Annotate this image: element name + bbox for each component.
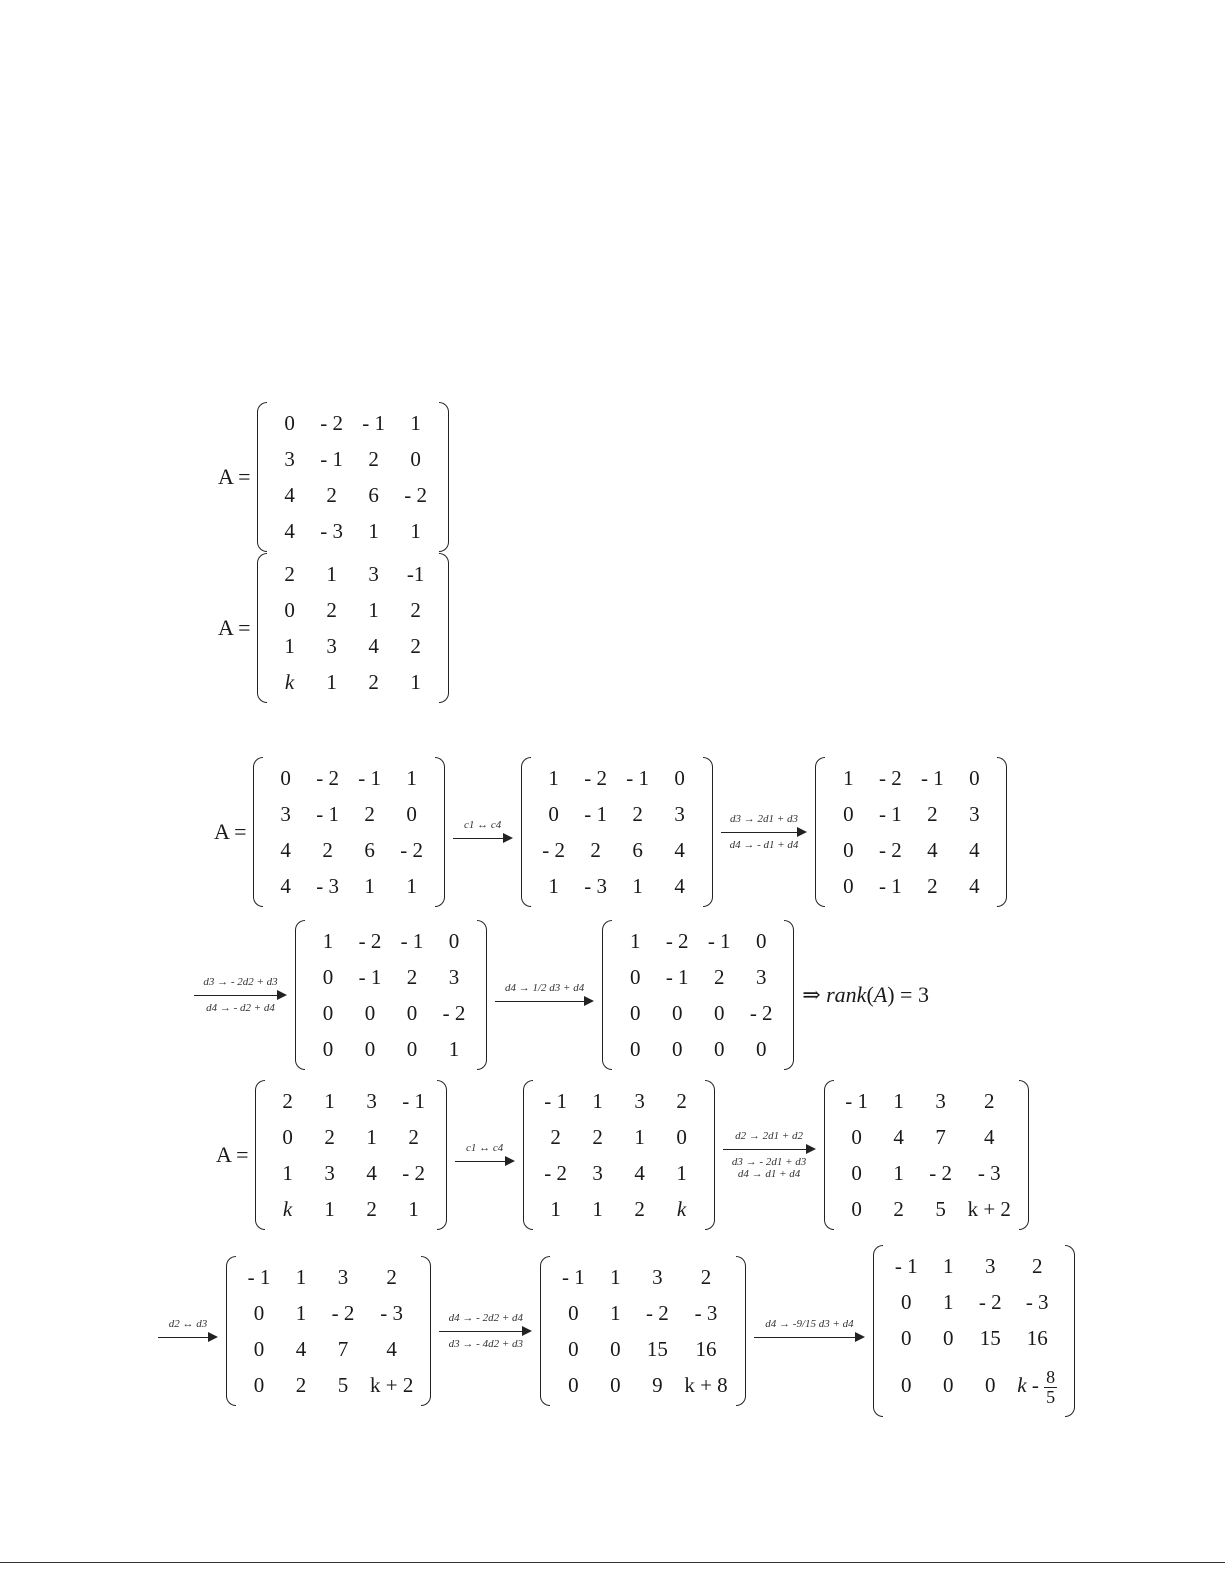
matrix-cell: - 2 [404,483,427,507]
matrix-cell: 1 [610,1265,621,1289]
matrix-cell: - 1 [921,766,944,790]
matrix-cell: - 2 [320,411,343,435]
matrix-cell: 1 [368,519,379,543]
matrix [824,1080,1029,1230]
matrix-cell: 1 [295,1301,307,1325]
matrix-cell: 0 [322,1037,334,1061]
matrix-cell: 3 [284,447,295,471]
matrix-cell: - 1 [544,1089,567,1113]
matrix-cell: - 2 [879,838,902,862]
rank-conclusion: ⇒ rank(A) = 3 [802,982,929,1007]
right-bracket [477,920,487,1070]
operation-label: d3 → 2d1 + d3 [730,813,798,825]
matrix-cell: 2 [927,802,938,826]
matrix-cell: 0 [406,1037,418,1061]
matrix-cell: - 3 [694,1301,718,1325]
right-bracket [439,402,449,552]
row-operation-arrow [158,1318,218,1344]
matrix-label: A = [218,464,251,489]
left-bracket [295,920,305,1070]
matrix [257,402,449,552]
matrix-cell: - 1 [626,766,649,790]
matrix-cell: - 1 [879,802,902,826]
solution2-line1 [216,1080,1029,1230]
matrix-cell: 0 [282,1125,293,1149]
operation-label: d4 → 1/2 d3 + d4 [504,982,585,994]
matrix-cell: 1 [368,598,379,622]
matrix-cell: 9 [652,1373,663,1397]
operation-label: d3 → - 4d2 + d3 [448,1338,524,1350]
left-bracket [523,1080,533,1230]
matrix-cell: 2 [386,1265,397,1289]
matrix-cell: 0 [410,447,421,471]
matrix-cell: 2 [550,1125,561,1149]
matrix-cell: 0 [843,838,854,862]
matrix [226,1256,431,1406]
matrix-cell: 1 [629,929,641,953]
left-bracket [255,1080,265,1230]
matrix-cell: 0 [253,1373,265,1397]
matrix-cell: 0 [629,1037,641,1061]
matrix-cell: 1 [634,1125,645,1149]
matrix-cell: 1 [893,1161,904,1185]
matrix-cell: 1 [548,874,559,898]
matrix-cell: - 2 [400,838,423,862]
matrix-cell: 0 [755,929,767,953]
matrix [523,1080,715,1230]
matrix-cell: 0 [713,1001,725,1025]
matrix-cell: 0 [610,1373,621,1397]
matrix-cell: 3 [935,1089,946,1113]
matrix-cell: 2 [322,838,333,862]
matrix-cell: - 3 [977,1161,1001,1185]
matrix-cell: 0 [676,1125,687,1149]
matrix [295,920,487,1070]
matrix-cell: - 2 [542,838,565,862]
matrix-cell: 15 [979,1326,1001,1350]
page-bottom-rule [0,1562,1225,1563]
matrix-cell: - 2 [331,1301,355,1325]
matrix-cell: 0 [253,1301,265,1325]
matrix-cell: - 1 [845,1089,868,1113]
matrix-cell: 1 [550,1197,561,1221]
right-bracket [437,1080,447,1230]
operation-label: d4 → d1 + d4 [737,1168,801,1180]
matrix-cell: 1 [592,1197,603,1221]
solution1-line2 [186,920,929,1070]
matrix-cell: 4 [280,874,291,898]
matrix-cell: k + 2 [370,1373,414,1397]
matrix-cell: 1 [410,519,421,543]
matrix-cell: 2 [408,1125,419,1149]
matrix-cell: - 1 [362,411,385,435]
matrix-cell: 2 [632,802,643,826]
matrix-cell: 2 [406,965,418,989]
matrix-cell: 3 [969,802,980,826]
row-operation-arrow [194,976,287,1014]
matrix-cell: - 2 [442,1001,466,1025]
matrix-cell: - 1 [358,965,382,989]
right-bracket [1065,1245,1075,1417]
matrix-cell: 2 [590,838,601,862]
matrix-cell: 6 [632,838,643,862]
arrow-icon [754,1330,866,1344]
matrix-cell: 4 [284,483,295,507]
matrix-cell: 3 [592,1161,603,1185]
matrix-cell: 5 [935,1197,946,1221]
matrix-cell: 4 [295,1337,307,1361]
matrix-cell: 16 [1026,1326,1048,1350]
right-bracket [736,1256,746,1406]
problem1-equation [218,402,449,552]
matrix-cell: 1 [406,766,417,790]
matrix-cell: - 1 [879,874,902,898]
arrow-icon [439,1324,532,1338]
matrix [253,757,445,907]
matrix-cell: 0 [548,802,559,826]
matrix-cell: - 2 [402,1161,425,1185]
row-operation-arrow [723,1130,816,1180]
matrix-cell: 3 [326,634,337,658]
matrix-cell: 4 [284,519,295,543]
matrix-cell: 0 [253,1337,265,1361]
matrix-cell: 6 [368,483,379,507]
matrix-cell: 4 [969,874,980,898]
matrix-cell: 1 [324,1089,335,1113]
matrix-cell: 1 [366,1125,377,1149]
row-operation-arrow [754,1318,866,1344]
matrix-cell: 1 [592,1089,603,1113]
matrix-cell: 7 [935,1125,946,1149]
matrix-cell: - 2 [316,766,339,790]
right-bracket [705,1080,715,1230]
matrix-cell: 0 [364,1037,376,1061]
matrix-cell: 4 [674,874,685,898]
problem2-equation [218,553,449,703]
matrix [540,1256,745,1406]
matrix-cell: 0 [943,1373,954,1397]
matrix-cell: 4 [969,838,980,862]
matrix-cell: k [676,1197,687,1221]
matrix-cell: - 3 [584,874,607,898]
matrix-cell: 0 [671,1037,683,1061]
matrix-cell: 2 [592,1125,603,1149]
matrix-cell: - 1 [894,1254,918,1278]
matrix-cell: 2 [634,1197,645,1221]
matrix-cell: 0 [674,766,685,790]
matrix-cell: 1 [610,1301,621,1325]
matrix-cell: 0 [713,1037,725,1061]
matrix-label: A = [216,1142,249,1167]
arrow-icon [495,994,594,1008]
operation-label: d4 → - d1 + d4 [729,839,799,851]
matrix [255,1080,447,1230]
arrow-icon [723,1142,816,1156]
matrix-cell: - 2 [645,1301,669,1325]
matrix-cell: 2 [368,447,379,471]
matrix-cell: - 1 [400,929,424,953]
arrow-icon [453,831,513,845]
matrix-cell: 4 [280,838,291,862]
matrix-cell: 3 [366,1089,377,1113]
matrix-cell: - 3 [1025,1290,1049,1314]
matrix-cell: 0 [629,965,641,989]
matrix-cell: 2 [1031,1254,1043,1278]
matrix-cell: 4 [674,838,685,862]
matrix-cell: 16 [695,1337,717,1361]
left-bracket [253,757,263,907]
matrix-cell: 0 [901,1373,912,1397]
matrix [521,757,713,907]
matrix-cell: 4 [366,1161,377,1185]
matrix-cell: - 1 [316,802,339,826]
matrix-cell: 3 [755,965,767,989]
right-bracket [784,920,794,1070]
matrix-cell: k [282,1197,293,1221]
operation-label: d4 → - d2 + d4 [206,1002,275,1014]
row-operation-arrow [453,819,513,845]
matrix [815,757,1007,907]
right-bracket [435,757,445,907]
right-bracket [997,757,1007,907]
matrix-cell: 0 [610,1337,621,1361]
left-bracket [521,757,531,907]
matrix [602,920,794,1070]
matrix-cell: - 2 [544,1161,567,1185]
matrix-cell: - 1 [584,802,607,826]
matrix-cell: 0 [448,929,460,953]
matrix-cell: 3 [448,965,460,989]
operation-label: d4 → - 2d2 + d4 [448,1312,524,1324]
matrix-cell: k - $\frac{8}{5}$ [1017,1366,1056,1407]
row-operation-arrow [439,1312,532,1350]
matrix-cell: 4 [386,1337,397,1361]
left-bracket [257,402,267,552]
operation-label: d3 → - 2d1 + d3 [731,1156,807,1168]
matrix-cell: 3 [652,1265,663,1289]
matrix-cell: - 1 [561,1265,585,1289]
matrix-cell: 0 [568,1301,579,1325]
matrix-cell: 3 [324,1161,335,1185]
matrix-cell: 1 [676,1161,687,1185]
matrix-cell: 0 [406,1001,418,1025]
row-operation-arrow [495,982,594,1008]
matrix-cell: 0 [629,1001,641,1025]
matrix-cell: 2 [368,670,379,694]
matrix-cell: 0 [406,802,417,826]
operation-label: d2 ↔ d3 [168,1318,208,1330]
matrix-cell: 1 [284,634,295,658]
matrix-cell: 4 [984,1125,995,1149]
matrix-cell: 1 [943,1290,954,1314]
matrix-cell: - 2 [358,929,382,953]
matrix-cell: - 2 [665,929,689,953]
matrix-cell: 0 [568,1373,579,1397]
matrix-cell: 2 [326,483,337,507]
matrix-cell: 1 [893,1089,904,1113]
row-operation-arrow [455,1142,515,1168]
matrix-cell: 6 [364,838,375,862]
matrix-cell: 0 [901,1326,912,1350]
arrow-icon [721,825,808,839]
matrix-cell: 1 [295,1265,307,1289]
matrix-cell: - 1 [665,965,689,989]
matrix-cell: 1 [410,411,421,435]
operation-label: c1 ↔ c4 [463,819,502,831]
row-operation-arrow [721,813,808,851]
matrix-cell: - 1 [402,1089,425,1113]
matrix-cell: 0 [322,965,334,989]
left-bracket [824,1080,834,1230]
matrix-cell: k + 2 [967,1197,1011,1221]
matrix-cell: - 2 [749,1001,773,1025]
matrix-cell: 1 [364,874,375,898]
matrix-cell: 2 [984,1089,995,1113]
matrix-cell: 3 [985,1254,996,1278]
arrow-icon [194,988,287,1002]
matrix-cell: 2 [326,598,337,622]
left-bracket [257,553,267,703]
matrix-cell: 4 [927,838,938,862]
arrow-icon [158,1330,218,1344]
matrix-cell: 1 [282,1161,293,1185]
matrix-cell: 0 [901,1290,912,1314]
matrix-cell: 0 [851,1161,862,1185]
matrix-cell: 2 [410,598,421,622]
matrix-cell: 3 [280,802,291,826]
matrix-cell: 0 [284,411,295,435]
matrix-cell: - 2 [929,1161,952,1185]
right-bracket [703,757,713,907]
arrow-icon [455,1154,515,1168]
matrix-cell: - 2 [584,766,607,790]
matrix-cell: 0 [755,1037,767,1061]
matrix-cell: 2 [366,1197,377,1221]
matrix-cell: 2 [700,1265,712,1289]
matrix-cell: 4 [634,1161,645,1185]
left-bracket [226,1256,236,1406]
matrix-cell: 0 [985,1373,996,1397]
matrix-cell: 2 [324,1125,335,1149]
matrix-cell: 0 [969,766,980,790]
matrix-cell: 1 [324,1197,335,1221]
matrix-cell: - 2 [978,1290,1002,1314]
matrix-cell: - 3 [380,1301,404,1325]
matrix-cell: 0 [322,1001,334,1025]
matrix-cell: 1 [326,670,337,694]
matrix-cell: 1 [408,1197,419,1221]
matrix-cell: 1 [410,670,421,694]
matrix-cell: 3 [634,1089,645,1113]
left-bracket [602,920,612,1070]
matrix-cell: 0 [284,598,295,622]
matrix [873,1245,1075,1417]
matrix-cell: 15 [646,1337,668,1361]
matrix-cell: 1 [406,874,417,898]
matrix-cell: 0 [943,1326,954,1350]
solution2-line2 [150,1245,1075,1417]
matrix-cell: 1 [943,1254,954,1278]
left-bracket [540,1256,550,1406]
operation-label: d2 → 2d1 + d2 [735,1130,804,1142]
matrix-cell: 2 [410,634,421,658]
matrix-cell: - 2 [879,766,902,790]
matrix-cell: 1 [632,874,643,898]
right-bracket [439,553,449,703]
matrix-cell: 0 [280,766,291,790]
matrix [257,553,449,703]
matrix-cell: 3 [674,802,685,826]
matrix-cell: 1 [322,929,334,953]
matrix-cell: 1 [448,1037,460,1061]
matrix-cell: - 3 [320,519,343,543]
matrix-cell: 2 [893,1197,904,1221]
matrix-cell: 2 [282,1089,293,1113]
matrix-cell: 4 [893,1125,904,1149]
matrix-cell: 0 [851,1125,862,1149]
fraction: $\frac{8}{5}$ [1046,1366,1056,1407]
matrix-cell: 0 [364,1001,376,1025]
matrix-cell: k [284,670,295,694]
matrix-cell: 1 [548,766,559,790]
matrix-cell: 0 [568,1337,579,1361]
matrix-cell: 7 [337,1337,349,1361]
matrix-cell: 4 [368,634,379,658]
right-bracket [421,1256,431,1406]
matrix-cell: 3 [368,562,379,586]
matrix-cell: -1 [406,562,425,586]
matrix-cell: 0 [843,802,854,826]
matrix-cell: 2 [713,965,725,989]
matrix-cell: - 1 [358,766,381,790]
matrix-cell: 5 [337,1373,349,1397]
matrix-cell: 2 [284,562,295,586]
matrix-cell: 2 [927,874,938,898]
matrix-cell: - 3 [316,874,339,898]
matrix-cell: 2 [295,1373,307,1397]
matrix-cell: 1 [326,562,337,586]
matrix-cell: - 1 [320,447,343,471]
solution1-line1 [214,757,1007,907]
matrix-cell: 2 [364,802,375,826]
matrix-label: A = [214,819,247,844]
operation-label: d4 → -9/15 d3 + d4 [765,1318,854,1330]
matrix-cell: k + 8 [684,1373,728,1397]
operation-label: d3 → - 2d2 + d3 [203,976,278,988]
matrix-cell: 3 [337,1265,349,1289]
left-bracket [815,757,825,907]
right-bracket [1019,1080,1029,1230]
matrix-cell: 2 [676,1089,687,1113]
matrix-label: A = [218,615,251,640]
matrix-cell: 0 [671,1001,683,1025]
matrix-cell: - 1 [247,1265,271,1289]
left-bracket [873,1245,883,1417]
matrix-cell: - 1 [707,929,731,953]
matrix-cell: 0 [843,874,854,898]
matrix-cell: 1 [843,766,854,790]
matrix-cell: 0 [851,1197,862,1221]
operation-label: c1 ↔ c4 [465,1142,504,1154]
